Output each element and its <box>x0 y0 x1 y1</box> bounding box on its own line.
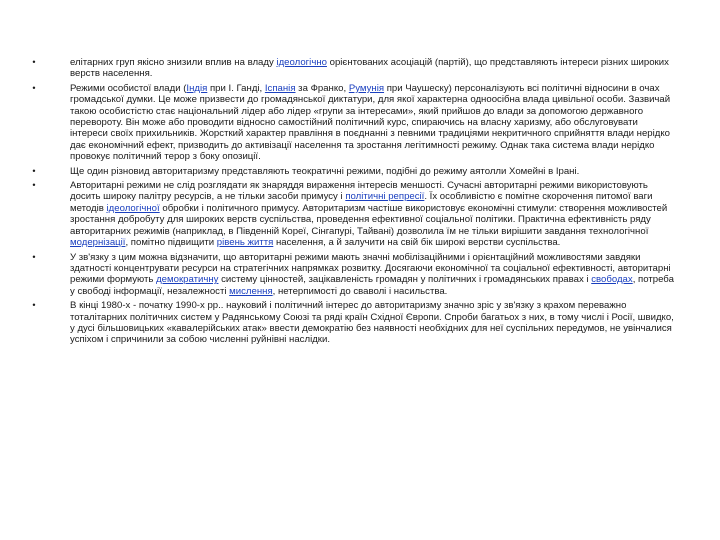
inline-link[interactable]: Іспанія <box>264 82 296 94</box>
bullet-list <box>28 57 678 349</box>
list-item <box>28 252 678 298</box>
inline-link[interactable]: свободах <box>591 274 633 286</box>
list-item <box>28 57 678 80</box>
bullet-icon: • <box>32 180 36 191</box>
text-run: при І. Ганді, <box>207 82 265 94</box>
list-item <box>28 166 678 177</box>
text-run: Ще один різновид авторитаризму представляють теократичні режими, подібні до режиму аятолли Хомейні в Ірані. <box>70 165 580 177</box>
inline-link[interactable]: політичні репресії <box>345 191 425 203</box>
inline-link[interactable]: демократичну <box>156 274 219 286</box>
paragraph-text <box>70 83 678 163</box>
list-item <box>28 180 678 248</box>
bullet-icon: • <box>32 251 36 262</box>
text-run: обробки і політичного примусу. Авторитаризм частіше використовує економічні стимули: створення можливостей зростання добробуту для широких верств суспільства, проведення ефективної соціальної політики. Практична ефективність ряду авторитарних режимів (наприклад, в Південній Кореї, Сінгапурі, Тайвані) дозволила їм не тільки вирішити завдання технологічної <box>70 202 668 237</box>
inline-link[interactable]: ідеологічно <box>276 57 327 68</box>
text-run: , нетерпимості до сваволі і насильства. <box>272 285 448 297</box>
text-run: Авторитарні режими не слід розглядати як знаряддя вираження інтересів меншості. Сучасні авторитарні режими використовують досить широку палітру ресурсів, а не тільки засоби примусу і <box>70 180 648 203</box>
paragraph-text <box>70 180 678 248</box>
text-run: населення, а й залучити на свій бік широкі верстви суспільства. <box>273 237 561 249</box>
bullet-icon: • <box>32 57 36 67</box>
text-run: , помітно підвищити <box>125 237 217 249</box>
text-run: У зв'язку з цим можна відзначити, що авторитарні режими мають значні мобілізаційними і орієнтаційний можливостями завдяки здатності концентрувати ресурси на стратегічних напрямках розвитку. Досягаючи економічної та соціальної ефективності, авторитарні режими формують <box>70 251 671 286</box>
text-run: за Франко, <box>295 82 349 94</box>
bullet-icon: • <box>32 165 36 176</box>
text-run: В кінці 1980-х - початку 1990-х рр.. науковий і політичний інтерес до авторитаризму значно зріс у зв'язку з крахом переважно тоталітарних політичних систем у Радянському Союзі та ряді країн Східної Європи. Спроби багатьох з них, в тому числі і Росії, швидко, у дусі більшовицьких «кавалерійських атак» ввести демократію без наявності необхідних для неї суспільних передумов, не увінчалися успіхом і спричинили за собою численні руйнівні наслідки. <box>70 300 674 346</box>
inline-link[interactable]: ідеологічної <box>106 202 160 214</box>
bullet-icon: • <box>32 82 36 93</box>
paragraph-text <box>70 300 678 346</box>
text-run: орієнтованих асоціацій (партій), що представляють інтереси різних широких верств населення. <box>70 57 669 80</box>
text-run: . Їх особливістю є помітне скорочення питомої ваги методів <box>70 191 653 214</box>
list-item <box>28 83 678 163</box>
inline-link[interactable]: Індія <box>186 82 208 94</box>
text-run: систему цінностей, зацікавленість громадян у політичних і громадянських правах і <box>218 274 592 286</box>
text-run: , потреба у свободі інформації, незалежності <box>70 274 674 297</box>
paragraph-text <box>70 252 678 298</box>
inline-link[interactable]: Румунія <box>348 82 385 94</box>
paragraph-text <box>70 166 678 177</box>
text-run: елітарних груп якісно знизили вплив на владу <box>70 57 277 68</box>
list-item <box>28 300 678 346</box>
paragraph-text <box>70 57 678 80</box>
bullet-icon: • <box>32 300 36 311</box>
inline-link[interactable]: модернізації <box>70 237 126 249</box>
text-run: при Чаушеску) персоналізують всі політичні відносини в очах громадської думки. Це може призвести до громадянської диктатури, для якої характерна одноосібна влада цивільної особи. Зазвичай такою особистістю стає національний лідер або лідер «групи за інтересами», який прийшов до влади за допомогою державного перевороту. Він може або проводити відносно самостійний політичний курс, спираючись на власну харизму, або обслуговувати інтереси своїх прихильників. Жорсткий характер правління в поєднанні з певними традиціями некритичного сприйняття влади нерідко дає економічний ефект, призводить до активізації населення та зростання легітимності режиму. Однак така система влади нерідко провокує політичний терор з боку опозиції. <box>70 82 671 163</box>
text-run: Режими особистої влади ( <box>70 82 187 94</box>
inline-link[interactable]: мислення <box>229 285 273 297</box>
inline-link[interactable]: рівень життя <box>216 237 274 249</box>
